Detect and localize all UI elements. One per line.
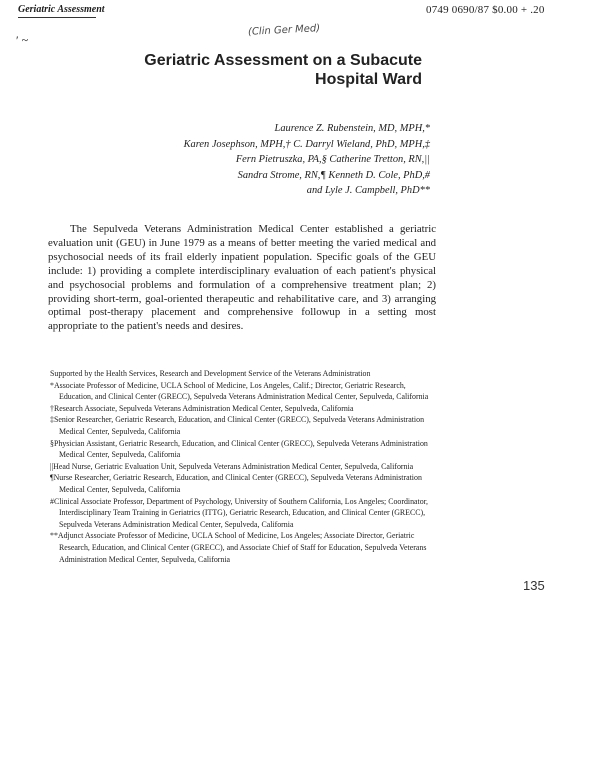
footnote: #Clinical Associate Professor, Department of Psychology, University of Southern California, Los Angeles; Coordinator, Interdisciplinary Team Training in Geriatrics (ITTG), Geriatric Research, Education, and Clinical Center (GRECC), Sepulveda Veterans Administration Medical Center, Sepulveda, California [50,496,428,529]
author-line: and Lyle J. Campbell, PhD** [306,185,430,197]
footnote: ||Head Nurse, Geriatric Evaluation Unit, Sepulveda Veterans Administration Medical Center, Sepulveda, California [50,461,414,471]
author-line: Fern Pietruszka, PA,§ Catherine Tretton, RN,|| [235,154,430,166]
footnote: ‡Senior Researcher, Geriatric Research, Education, and Clinical Center (GRECC), Sepulveda Veterans Administration Medical Center, Sepulveda, California [50,415,425,436]
footnote: Supported by the Health Services, Research and Development Service of the Veterans Administration [50,369,371,378]
footnote: *Associate Professor of Medicine, UCLA School of Medicine, Los Angeles, Calif.; Director, Geriatric Research, Education, and Clinical Center (GRECC), Sepulveda Veterans Administration Medical Center, Sepulveda, California [50,380,429,402]
title-line: Geriatric Assessment on a Subacute [144,52,422,69]
footnote: §Physician Assistant, Geriatric Research, Education, and Clinical Center (GRECC), Sepulveda Veterans Administration Medical Center, Sepulveda, California [50,438,428,460]
author-line: Laurence Z. Rubenstein, MD, MPH,* [274,123,430,134]
author-line: Sandra Strome, RN,¶ Kenneth D. Cole, PhD,# [237,169,430,181]
handwritten-note: (Clin Ger Med) [247,23,321,38]
author-line: Karen Josephson, MPH,† C. Darryl Wieland, PhD, MPH,‡ [183,138,430,150]
margin-mark: ′ ~ [16,33,29,47]
article-code: 0749 0690/87 $0.00 + .20 [426,4,545,16]
article-title [100,51,422,89]
footnote: †Research Associate, Sepulveda Veterans Administration Medical Center, Sepulveda, California [50,403,354,413]
running-head: Geriatric Assessment [18,4,105,15]
author-list [130,121,430,199]
running-head-rule [18,17,96,18]
footnote: ¶Nurse Researcher, Geriatric Research, Education, and Clinical Center (GRECC), Sepulveda Veterans Administration Medical Center, Sepulveda, California [50,473,422,494]
abstract-paragraph: The Sepulveda Veterans Administration Medical Center established a geriatric evaluation unit (GEU) in June 1979 as a means of better meeting the varied medical and psychosocial needs of its frail elderly inpatient population. Specific goals of the GEU include: 1) providing a complete interdisciplinary evaluation of each patient's physical and psychosocial problems and formulation of a comprehensive treatment plan; 2) providing short-term, goal-oriented therapeutic and rehabilitative care, and 3) arranging optimal post-therapy placement and comprehensive followup in a setting most appropriate to the patient's needs and desires. [48,223,436,333]
page-number: 135 [523,578,545,593]
footnotes [50,368,432,565]
title-line: Hospital Ward [315,71,422,88]
footnote: **Adjunct Associate Professor of Medicine, UCLA School of Medicine, Los Angeles; Associate Director, Geriatric Research, Education, and Clinical Center (GRECC), and Associate Chief of Staff for Education, Sepulveda Veterans Administration Medical Center, Sepulveda, California [50,531,427,564]
